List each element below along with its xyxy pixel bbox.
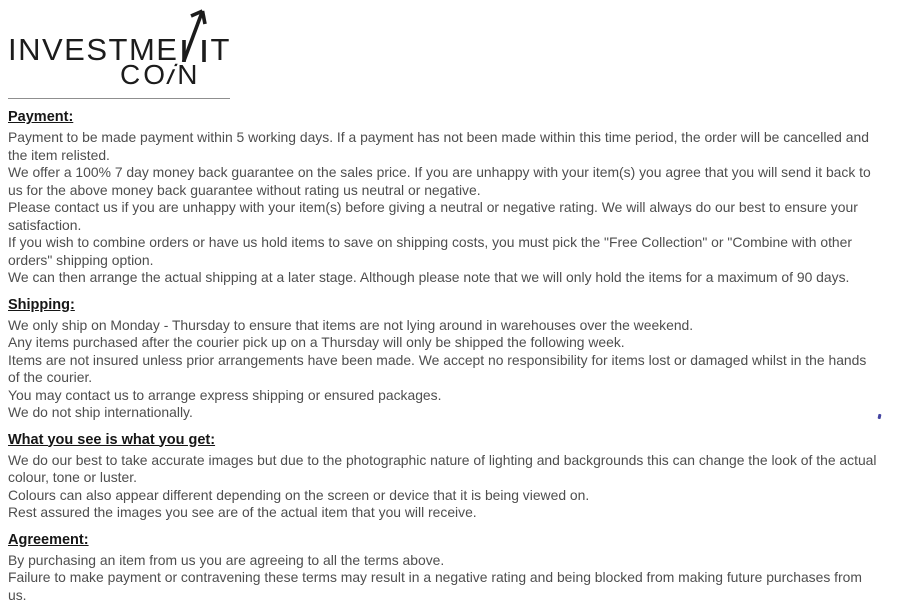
paragraph: By purchasing an item from us you are agreeing to all the terms above. bbox=[8, 551, 445, 568]
paragraph: We offer a 100% 7 day money back guarantee on the sales price. If you are unhappy with your item(s) you agree that you will send it back to us for the above money back guarantee without rating us neutral or negative. bbox=[8, 164, 871, 198]
paragraph: Any items purchased after the courier pick up on a Thursday will only be shipped the following week. bbox=[8, 334, 625, 350]
terms-section bbox=[8, 297, 880, 422]
paragraph: You may contact us to arrange express shipping or ensured packages. bbox=[8, 386, 442, 403]
section-heading: What you see is what you get: bbox=[8, 431, 216, 448]
terms-section bbox=[8, 432, 880, 522]
terms-text-block bbox=[8, 109, 880, 604]
brand-text-n: N bbox=[177, 59, 201, 90]
logo-divider-line bbox=[8, 98, 230, 99]
paragraph: We can then arrange the actual shipping at a later stage. Although please note that we will only hold the items for a maximum of 90 days. bbox=[8, 269, 850, 285]
terms-section bbox=[8, 532, 880, 605]
paragraph: Colours can also appear different depending on the screen or device that it is being viewed on. bbox=[8, 486, 590, 503]
arrow-up-n-icon bbox=[179, 6, 209, 62]
paragraph: Payment to be made payment within 5 working days. If a payment has not been made within this time period, the order will be cancelled and the item relisted. bbox=[8, 129, 869, 163]
section-heading: Payment: bbox=[8, 109, 74, 125]
paragraph: Items are not insured unless prior arrangements have been made. We accept no responsibility for items lost or damaged whilst in the hands of the courier. bbox=[8, 351, 867, 385]
brand-text-slanted-i: i bbox=[164, 59, 182, 90]
paragraph: We only ship on Monday - Thursday to ensure that items are not lying around in warehouses over the weekend. bbox=[8, 316, 694, 333]
section-heading: Agreement: bbox=[8, 531, 89, 548]
paragraph: Rest assured the images you see are of the actual item that you will receive. bbox=[8, 504, 477, 520]
terms-section bbox=[8, 109, 880, 287]
brand-text-investme: INVESTME bbox=[8, 32, 179, 67]
paragraph: We do not ship internationally. bbox=[8, 404, 193, 420]
brand-text-t: T bbox=[210, 32, 231, 67]
brand-logo bbox=[8, 6, 880, 89]
section-heading: Shipping: bbox=[8, 296, 75, 313]
brand-text-co: CO bbox=[120, 59, 168, 90]
brand-name-line2 bbox=[120, 61, 880, 89]
paragraph: Please contact us if you are unhappy with your item(s) before giving a neutral or negative rating. We will always do our best to ensure your satisfaction. bbox=[8, 199, 858, 233]
paragraph: We do our best to take accurate images but due to the photographic nature of lighting and backgrounds this can change the look of the actual colour, tone or luster. bbox=[8, 451, 877, 485]
brand-name-line1 bbox=[8, 6, 880, 65]
paragraph: If you wish to combine orders or have us hold items to save on shipping costs, you must pick the "Free Collection" or "Combine with other orders" shipping option. bbox=[8, 234, 852, 268]
paragraph: Failure to make payment or contravening these terms may result in a negative rating and being blocked from making future purchases from us. bbox=[8, 569, 862, 603]
